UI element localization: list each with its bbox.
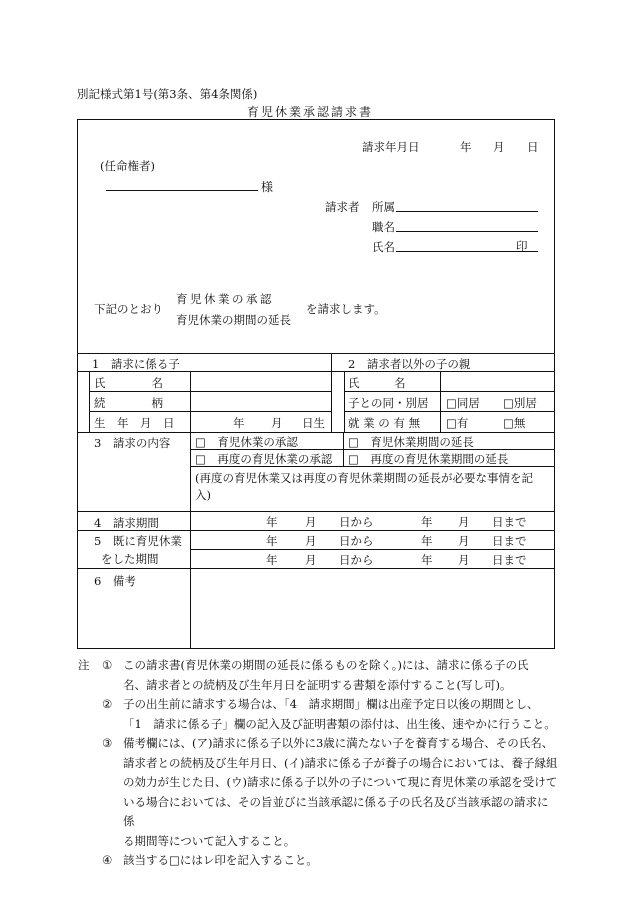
employed-no-checkbox[interactable]: □無 bbox=[503, 416, 526, 430]
note-text: 「1 請求に係る子」欄の記入及び証明書類の添付は、出生後、速やかに行うこと。 bbox=[123, 716, 556, 731]
note-text: る期間等について記入すること。 bbox=[123, 833, 296, 848]
note-number: ① bbox=[102, 658, 113, 672]
affiliation-label: 所属 bbox=[372, 200, 395, 214]
period-month-label: 月 bbox=[305, 515, 317, 529]
form-number: 別記様式第1号(第3条、第4条関係) bbox=[77, 87, 258, 101]
extension-checkbox[interactable]: □ 育児休業期間の延長 bbox=[348, 435, 474, 449]
cohabit-checkbox[interactable]: □同居 bbox=[446, 396, 480, 410]
note-number: ② bbox=[102, 697, 113, 711]
section1-title: 1 請求に係る子 bbox=[92, 357, 180, 371]
period-from-label: 日から bbox=[339, 553, 374, 567]
period-year-label: 年 bbox=[266, 534, 278, 548]
period-year-label: 年 bbox=[266, 553, 278, 567]
period-month-label: 月 bbox=[458, 515, 470, 529]
row-line bbox=[190, 549, 555, 550]
seal-mark: 印 bbox=[516, 239, 528, 253]
requester-label: 請求者 bbox=[325, 200, 360, 214]
child-relation-field[interactable] bbox=[191, 392, 330, 410]
child-name-label: 氏 名 bbox=[94, 376, 163, 390]
period-to-label: 日まで bbox=[492, 515, 527, 529]
note-3 bbox=[78, 734, 558, 754]
position-label: 職名 bbox=[372, 220, 395, 234]
period-year-label: 年 bbox=[421, 515, 433, 529]
notes-label: 注 bbox=[78, 658, 90, 672]
section4-title: 4 請求期間 bbox=[94, 516, 159, 530]
period-to-label: 日まで bbox=[492, 534, 527, 548]
child-name-field[interactable] bbox=[191, 372, 330, 390]
cohabitation-label: 子との同・別居 bbox=[348, 396, 429, 410]
section6-title: 6 備考 bbox=[94, 574, 136, 588]
document-title: 育児休業承認請求書 bbox=[247, 105, 374, 119]
date-day-label: 日 bbox=[527, 140, 539, 154]
reason-note-line1: (再度の育児休業又は再度の育児休業期間の延長が必要な事情を記 bbox=[195, 471, 533, 485]
col-line bbox=[343, 432, 344, 466]
row-line bbox=[89, 411, 331, 412]
section5-title-line1: 5 既に育児休業 bbox=[94, 534, 182, 548]
period-month-label: 月 bbox=[458, 553, 470, 567]
note-text: 名、請求者との続柄及び生年月日を証明する書類を添付すること(写し可)。 bbox=[123, 677, 512, 692]
period-year-label: 年 bbox=[421, 534, 433, 548]
note-text: 子の出生前に請求する場合は、「4 請求期間」欄は出産予定日以後の期間とし、 bbox=[123, 697, 539, 711]
section5-title-line2: をした期間 bbox=[101, 552, 159, 566]
appointer-name-line[interactable] bbox=[106, 190, 258, 191]
note-text: 該当する□にはレ印を記入すること。 bbox=[123, 853, 318, 867]
re-approval-checkbox[interactable]: □ 再度の育児休業の承認 bbox=[195, 452, 333, 466]
birth-month-label: 月 bbox=[271, 416, 283, 430]
period-year-label: 年 bbox=[266, 515, 278, 529]
period-from-label: 日から bbox=[339, 534, 374, 548]
note-4 bbox=[78, 851, 558, 871]
note-text: 備考欄には、(ア)請求に係る子以外に3歳に満たない子を養育する場合、その氏名、 bbox=[123, 736, 554, 750]
col-line bbox=[344, 371, 345, 433]
position-line[interactable] bbox=[396, 231, 538, 232]
period-month-label: 月 bbox=[458, 534, 470, 548]
date-month-label: 月 bbox=[493, 140, 505, 154]
affiliation-line[interactable] bbox=[396, 211, 538, 212]
note-text: この請求書(育児休業の期間の延長に係るものを除く。)には、請求に係る子の氏 bbox=[123, 658, 529, 672]
remarks-field[interactable] bbox=[191, 569, 554, 648]
employed-yes-checkbox[interactable]: □有 bbox=[446, 416, 469, 430]
child-relation-label: 続 柄 bbox=[94, 396, 163, 410]
request-suffix: を請求します。 bbox=[306, 302, 386, 316]
row-line bbox=[78, 432, 555, 433]
reason-note-line2: 入) bbox=[195, 488, 211, 502]
employment-label: 就 業 の 有 無 bbox=[348, 416, 421, 430]
period-month-label: 月 bbox=[305, 534, 317, 548]
approval-checkbox[interactable]: □ 育児休業の承認 bbox=[195, 435, 298, 449]
parent-name-label: 氏 名 bbox=[348, 376, 406, 390]
name-label: 氏名 bbox=[372, 240, 395, 254]
section2-title: 2 請求者以外の子の親 bbox=[348, 357, 471, 371]
row-line bbox=[78, 511, 555, 512]
birth-day-label: 日生 bbox=[302, 416, 325, 430]
note-number: ③ bbox=[102, 736, 113, 750]
note-text: いる場合においては、その旨並びに当該承認に係る子の氏名及び当該承認の請求に係 bbox=[123, 794, 549, 828]
note-2 bbox=[78, 695, 558, 715]
sama-label: 様 bbox=[261, 180, 274, 194]
period-year-label: 年 bbox=[421, 553, 433, 567]
section1-2-divider bbox=[331, 353, 332, 433]
birth-year-label: 年 bbox=[233, 416, 245, 430]
row-line bbox=[344, 391, 555, 392]
re-extension-checkbox[interactable]: □ 再度の育児休業期間の延長 bbox=[348, 452, 509, 466]
note-text: 請求者との続柄及び生年月日、(イ)請求に係る子が養子の場合においては、養子縁組 bbox=[123, 755, 558, 770]
period-to-label: 日まで bbox=[492, 553, 527, 567]
separate-checkbox[interactable]: □別居 bbox=[503, 396, 537, 410]
top-divider bbox=[78, 353, 555, 354]
note-1 bbox=[78, 656, 558, 676]
request-prefix: 下記のとおり bbox=[94, 302, 163, 316]
row-line bbox=[344, 411, 555, 412]
request-option-approval: 育児休業の承認 bbox=[176, 292, 274, 306]
date-label: 請求年月日 bbox=[362, 140, 420, 154]
note-text: の効力が生じた日、(ウ)請求に係る子以外の子について現に育児休業の承認を受けて bbox=[123, 775, 558, 789]
notes bbox=[78, 656, 558, 871]
parent-name-field[interactable] bbox=[441, 372, 554, 390]
period-from-label: 日から bbox=[339, 515, 374, 529]
period-month-label: 月 bbox=[305, 553, 317, 567]
col-line bbox=[89, 371, 90, 433]
child-birth-label: 生 年 月 日 bbox=[94, 416, 175, 430]
section3-title: 3 請求の内容 bbox=[94, 436, 171, 450]
request-option-extension: 育児休業の期間の延長 bbox=[176, 313, 291, 327]
note-number: ④ bbox=[102, 853, 113, 867]
date-year-label: 年 bbox=[460, 140, 472, 154]
appointer-label: (任命権者) bbox=[100, 159, 155, 173]
